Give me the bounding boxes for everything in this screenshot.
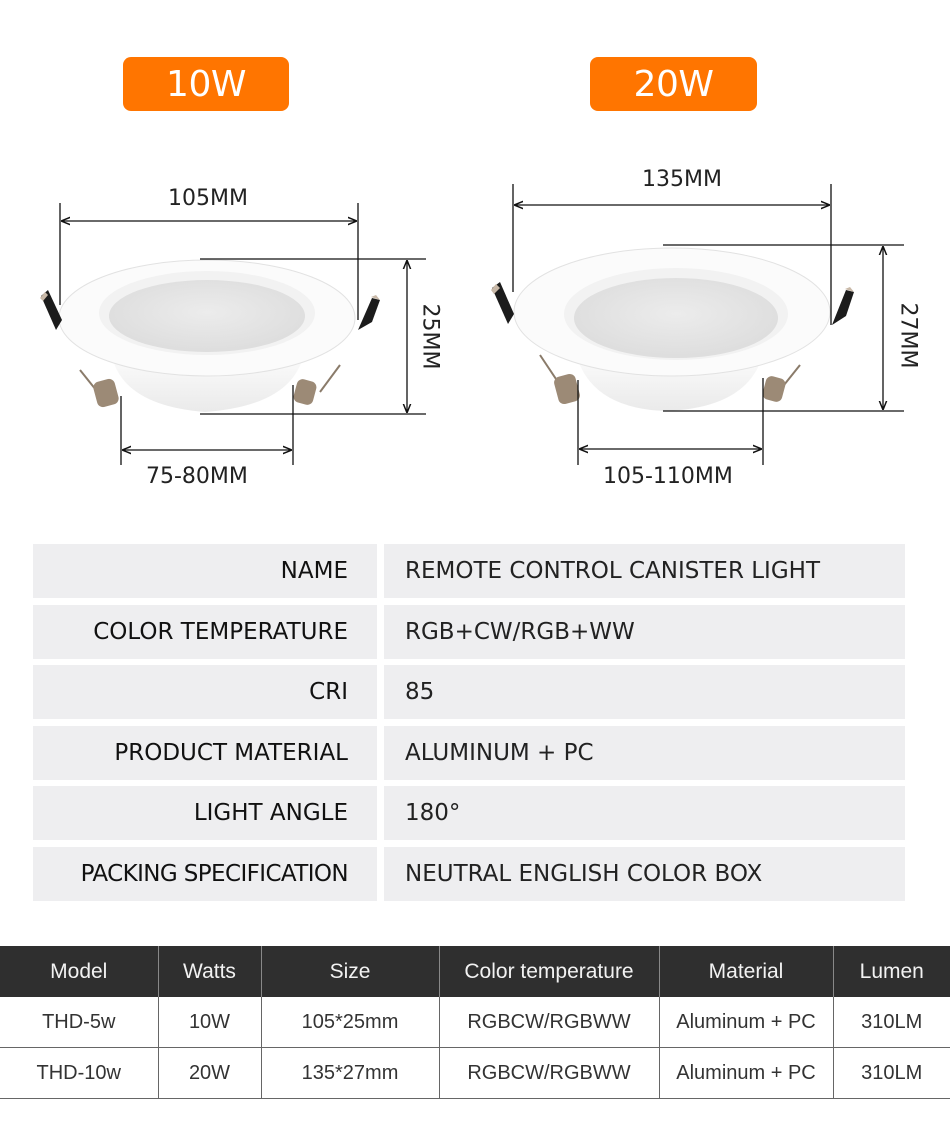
header-model: Model — [0, 946, 158, 997]
cell-watts: 10W — [158, 997, 261, 1048]
cell-material: Aluminum + PC — [659, 1048, 833, 1099]
cell-watts: 20W — [158, 1048, 261, 1099]
spec-row-light-angle — [33, 786, 905, 840]
spec-key: LIGHT ANGLE — [33, 786, 377, 840]
lamp-10w-height-label: 25MM — [417, 303, 443, 370]
cell-color-temperature: RGBCW/RGBWW — [439, 997, 659, 1048]
cell-lumen: 310LM — [833, 1048, 950, 1099]
dimension-diagrams — [0, 0, 950, 520]
table-row — [0, 997, 950, 1048]
cell-material: Aluminum + PC — [659, 997, 833, 1048]
spec-value: 180° — [384, 786, 905, 840]
lamp-20w-cutout-label: 105-110MM — [603, 464, 733, 489]
spec-row-packing-specification — [33, 847, 905, 901]
cell-lumen: 310LM — [833, 997, 950, 1048]
model-table-header — [0, 946, 950, 997]
spec-value: NEUTRAL ENGLISH COLOR BOX — [384, 847, 905, 901]
header-size: Size — [261, 946, 439, 997]
model-table — [0, 946, 950, 1099]
header-lumen: Lumen — [833, 946, 950, 997]
header-material: Material — [659, 946, 833, 997]
lamp-10w-cutout-label: 75-80MM — [146, 464, 248, 489]
spec-value: 85 — [384, 665, 905, 719]
spec-value: ALUMINUM + PC — [384, 726, 905, 780]
lamp-20w-width-label: 135MM — [642, 167, 722, 192]
badge-label: 10W — [166, 63, 246, 105]
cell-model: THD-5w — [0, 997, 158, 1048]
spec-value: RGB+CW/RGB+WW — [384, 605, 905, 659]
cell-color-temperature: RGBCW/RGBWW — [439, 1048, 659, 1099]
spec-value: REMOTE CONTROL CANISTER LIGHT — [384, 544, 905, 598]
spec-row-product-material — [33, 726, 905, 780]
lamp-10w-illustration — [40, 260, 380, 412]
lamp-20w-height-label: 27MM — [895, 302, 921, 369]
lamp-10w-width-label: 105MM — [168, 186, 248, 211]
lamp-20w-illustration — [491, 248, 854, 411]
spec-row-color-temperature — [33, 605, 905, 659]
table-row — [0, 1048, 950, 1099]
spec-key: PRODUCT MATERIAL — [33, 726, 377, 780]
spec-key: CRI — [33, 665, 377, 719]
header-watts: Watts — [158, 946, 261, 997]
spec-key: COLOR TEMPERATURE — [33, 605, 377, 659]
cell-size: 105*25mm — [261, 997, 439, 1048]
spec-key: NAME — [33, 544, 377, 598]
spec-key: PACKING SPECIFICATION — [33, 847, 377, 901]
cell-model: THD-10w — [0, 1048, 158, 1099]
spec-row-cri — [33, 665, 905, 719]
spec-row-name — [33, 544, 905, 598]
header-color-temperature: Color temperature — [439, 946, 659, 997]
badge-label: 20W — [633, 63, 714, 105]
cell-size: 135*27mm — [261, 1048, 439, 1099]
